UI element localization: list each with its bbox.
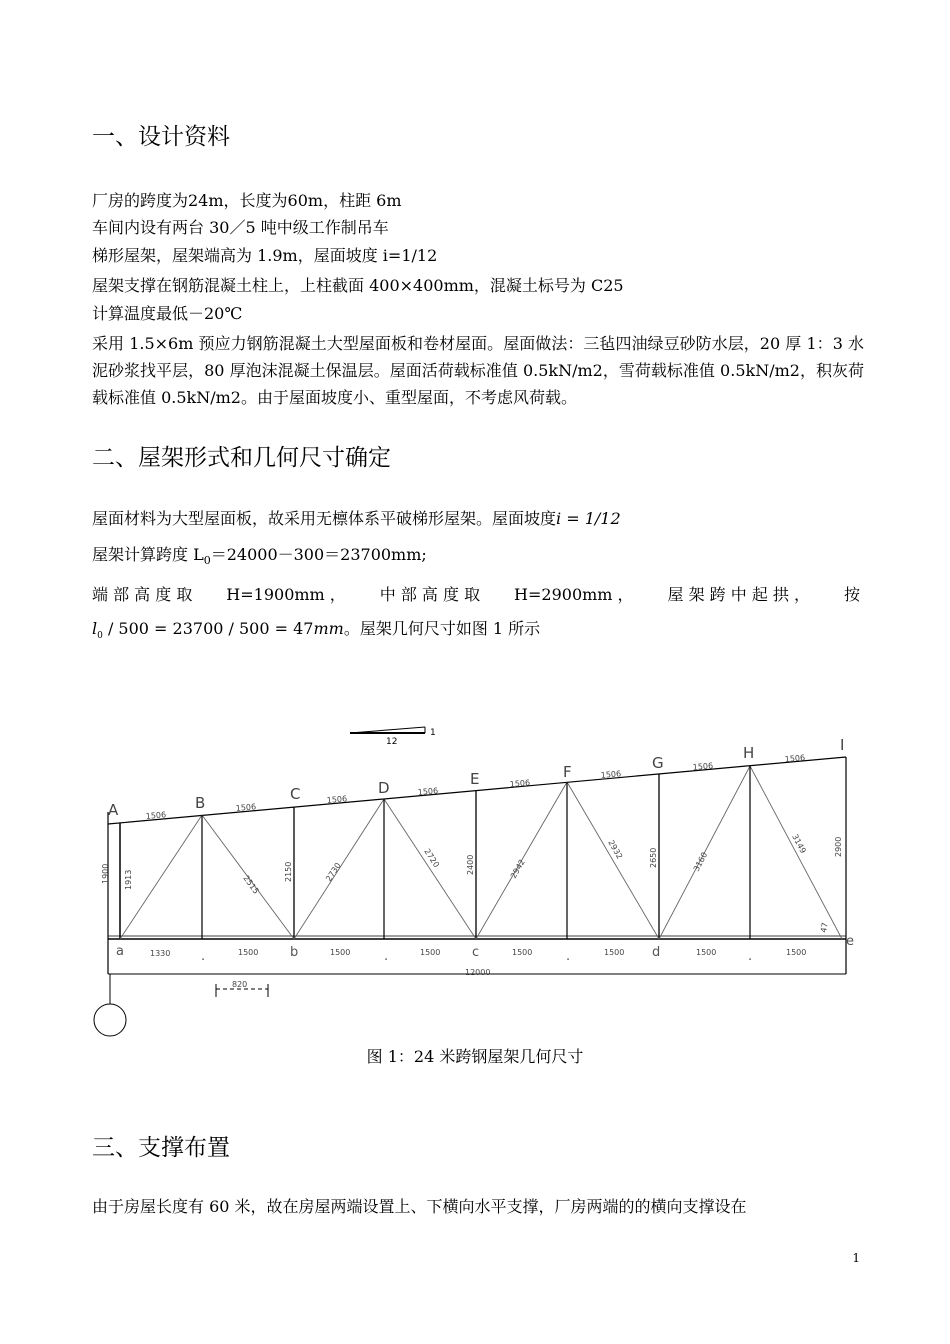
height-line [92,582,860,605]
text-span: 屋面材料为大型屋面板，故采用无檩体系平破梯形屋架。屋面坡度 [92,509,557,528]
top-chord [108,757,846,824]
top-chord-length: 1506 [417,786,439,797]
text-span: ＝24000－300＝23700mm; [210,545,427,564]
diagonal-length: 3160 [691,850,710,873]
text-line: 由于房屋长度有 60 米，故在房屋两端设置上、下横向水平支撑，厂房两端的的横向支撑设在 [92,1197,747,1216]
node-label-c: c [472,945,480,960]
formula-l: l [92,619,98,638]
node-label-H: H [743,744,755,762]
top-chord-length: 1506 [600,769,622,780]
top-chord-length: 1506 [509,778,531,789]
slope-formula: i = 1/12 [556,509,621,528]
text-line [92,508,621,530]
total-span-label: 12000 [465,968,491,977]
support-circle [94,1004,126,1036]
bottom-chord-length: 1500 [330,948,351,957]
node-label-F: F [563,763,572,781]
text-span: 按 [843,585,860,604]
section-3-heading: 三、支撑布置 [92,1135,230,1161]
top-chord-length: 1506 [235,802,257,813]
bottom-chord-length: 1500 [512,948,533,957]
diagonal-length: 2932 [606,838,625,861]
text-span: 端 部 高 度 取 [92,585,193,604]
vertical-length: 2400 [466,854,475,875]
node-label-D: D [378,779,390,797]
node-label-b: b [290,945,299,960]
diagonal-length: 2720 [422,847,441,870]
roof-description-paragraph: 采用 1.5×6m 预应力钢筋混凝土大型屋面板和卷材屋面。屋面做法：三毡四油绿豆砂防水层，20 厚 1：3 水泥砂浆找平层，80 厚泡沫混凝土保温层。屋面活荷载标准值 0.5kN/m2，雪荷载标准值 0.5kN/m2，积灰荷载标准值 0.5kN/m2。由于屋面坡度小、重型屋面，不考虑风荷载。 [92,334,864,407]
bottom-chord-length: 1500 [420,948,441,957]
page-number: 1 [852,1251,860,1265]
top-chord-length: 1506 [692,761,714,772]
node-label-E: E [470,770,480,788]
diagonal-length: 2515 [241,873,261,896]
text-span: 。屋架几何尺寸如图 1 所示 [343,619,541,638]
top-chord-length: 1506 [326,794,348,805]
node-marker: . [201,949,206,964]
node-label-B: B [195,794,206,812]
node-label-A: A [108,801,119,819]
vertical-length: 2150 [284,861,293,882]
bottom-chord-length: 1330 [150,949,171,958]
figure-caption: 图 1：24 米跨钢屋架几何尺寸 [366,1047,584,1066]
truss-diagram [0,712,950,1052]
diagonal-Dc [384,799,476,939]
text-line: 梯形屋架，屋架端高为 1.9m，屋面坡度 i=1/12 [92,246,438,265]
node-label-I: I [840,736,845,754]
text-line: 计算温度最低－20℃ [92,304,243,323]
top-chord-length: 1506 [145,810,167,821]
top-chord-length: 1506 [784,753,806,764]
text-line: 厂房的跨度为24m，长度为60m，柱距 6m [92,191,402,210]
slope-label: 12 [386,737,398,747]
node-marker: . [748,949,753,964]
text-line: 屋架支撑在钢筋混凝土柱上，上柱截面 400×400mm，混凝土标号为 C25 [92,276,624,295]
text-span: 屋架计算跨度 L [92,545,204,564]
diagonal-length: 2730 [324,861,343,884]
bottom-chord-length: 1500 [604,948,625,957]
diagonal-Fd [567,782,659,939]
node-label-G: G [652,754,664,772]
diagonal-length: 3149 [790,832,808,855]
node-marker: . [384,949,389,964]
node-label-C: C [290,785,301,803]
vertical-length: 1913 [124,869,133,890]
text-span: H=2900mm ， [514,585,634,604]
camber-formula-line [92,618,540,647]
subscript: 0 [203,554,211,568]
text-line [92,544,427,572]
subscript: 0 [97,631,103,642]
node-label-d: d [652,945,661,960]
offset-label: 820 [232,980,248,989]
vertical-length: 2900 [834,836,843,857]
text-span: 屋 架 跨 中 起 拱 ， [667,585,811,604]
diagonal-He [750,766,842,939]
formula-unit: mm [313,619,344,638]
vertical-length: 2650 [649,847,658,868]
section-2-heading: 二、屋架形式和几何尺寸确定 [92,445,391,471]
node-label-a: a [116,944,124,959]
slope-one-label: 1 [430,728,436,738]
formula: / 500 = 23700 / 500 = 47 [102,619,314,638]
diagonal-length: 2942 [508,857,527,880]
text-line: 车间内设有两台 30／5 吨中级工作制吊车 [92,218,389,237]
bottom-chord-length: 1500 [238,948,259,957]
node-marker: . [566,949,571,964]
section-1-heading: 一、设计资料 [92,124,230,150]
text-span: H=1900mm ， [226,585,346,604]
bottom-chord-length: 1500 [696,948,717,957]
bottom-chord-length: 1500 [786,948,807,957]
end-height-label: 1900 [101,863,110,884]
camber-label: 47 [819,921,830,934]
node-label-e: e [846,934,854,949]
text-span: 中 部 高 度 取 [379,585,481,604]
